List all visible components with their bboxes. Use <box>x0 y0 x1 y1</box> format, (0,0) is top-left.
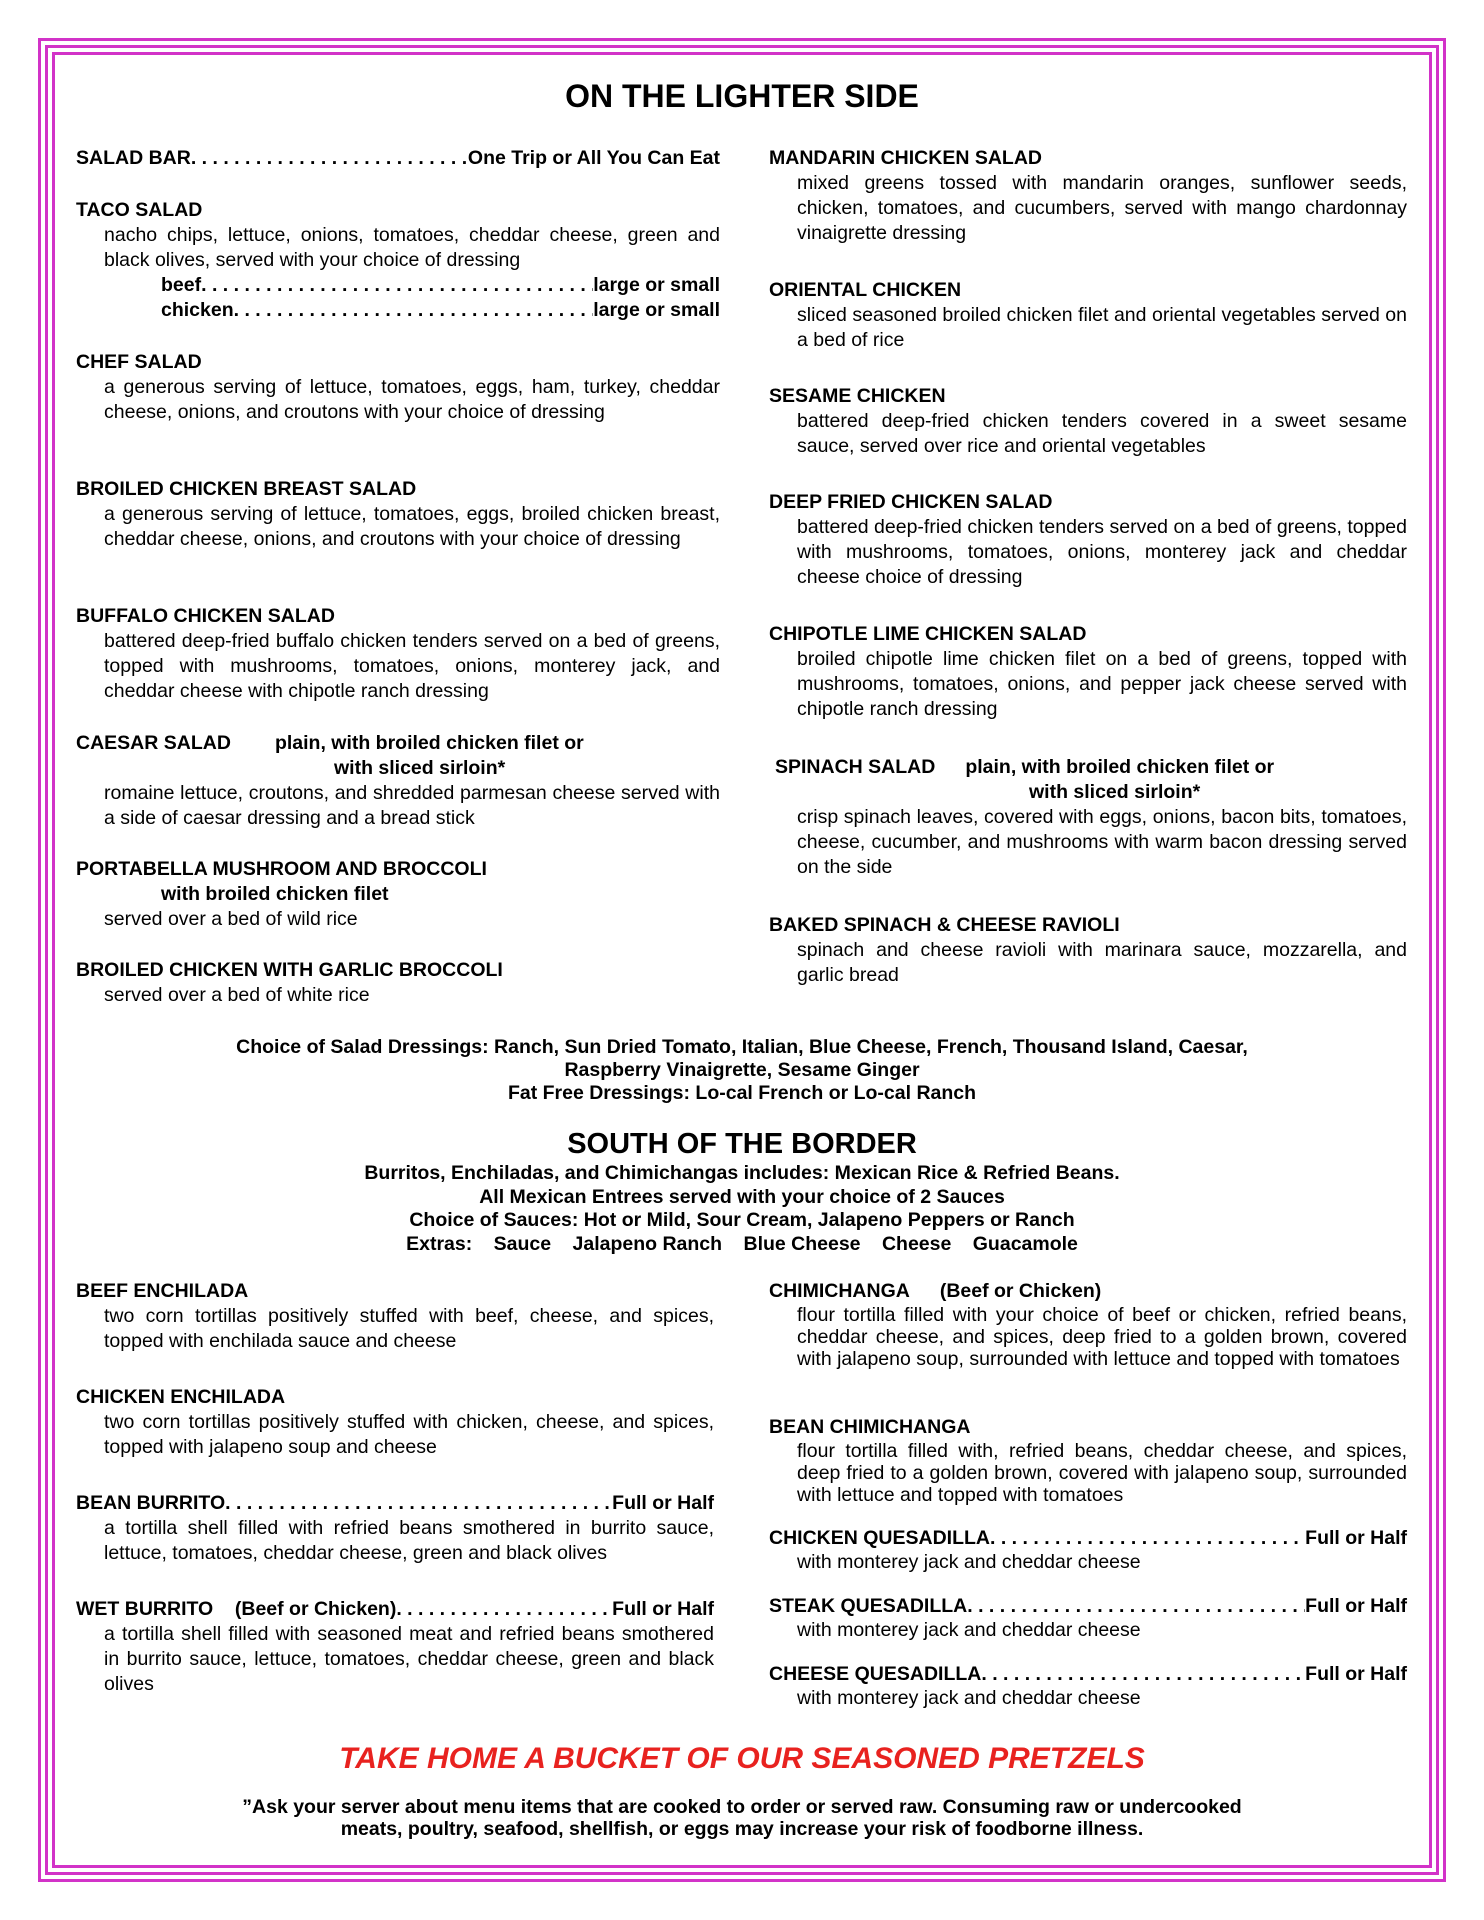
item-options: plain, with broiled chicken filet or <box>274 732 584 754</box>
border-left-column <box>76 1279 714 1699</box>
menu-item-spinach-salad <box>769 755 1407 880</box>
extra-item: Guacamole <box>972 1232 1078 1255</box>
border-intro-line-2: All Mexican Entrees served with your choice of 2 Sauces <box>479 1185 1005 1208</box>
menu-item-wet-burrito <box>76 1597 714 1697</box>
item-name: CHICKEN QUESADILLA <box>769 1527 991 1549</box>
section-title-south-of-border: SOUTH OF THE BORDER <box>567 1128 917 1160</box>
item-price: Full or Half <box>1305 1663 1407 1685</box>
item-name: PORTABELLA MUSHROOM AND BROCCOLI <box>76 858 487 880</box>
item-name: BEAN BURRITO <box>76 1492 226 1514</box>
menu-item-garlic-broccoli <box>76 958 720 1008</box>
item-name: TACO SALAD <box>76 199 203 221</box>
item-description: a generous serving of lettuce, tomatoes, eggs, ham, turkey, cheddar cheese, onions, and croutons with your choice of dressing <box>104 376 720 423</box>
item-description: with monterey jack and cheddar cheese <box>797 1619 1141 1641</box>
item-description: served over a bed of white rice <box>104 984 370 1006</box>
item-name: DEEP FRIED CHICKEN SALAD <box>769 491 1053 513</box>
item-name: STEAK QUESADILLA <box>769 1595 968 1617</box>
option-price: large or small <box>593 274 720 296</box>
menu-item-baked-ravioli <box>769 913 1407 988</box>
extra-item: Cheese <box>881 1232 952 1255</box>
item-options: plain, with broiled chicken filet or <box>965 756 1275 778</box>
item-name: SALAD BAR <box>76 147 191 169</box>
menu-item-broiled-chicken-breast-salad <box>76 477 720 552</box>
border-right-column <box>769 1279 1407 1709</box>
extras-line <box>0 1233 1484 1257</box>
item-description: battered deep-fried chicken tenders covered in a sweet sesame sauce, served over rice and oriental vegetables <box>797 410 1407 457</box>
menu-item-beef-enchilada <box>76 1279 714 1354</box>
item-name: BUFFALO CHICKEN SALAD <box>76 605 335 627</box>
extra-item: Blue Cheese <box>743 1232 861 1255</box>
item-price: Full or Half <box>1305 1527 1407 1549</box>
item-price: Full or Half <box>1305 1595 1407 1617</box>
menu-item-mandarin-chicken-salad <box>769 146 1407 246</box>
menu-item-buffalo-chicken-salad <box>76 604 720 704</box>
item-name: BROILED CHICKEN WITH GARLIC BROCCOLI <box>76 959 503 981</box>
menu-item-portabella <box>76 857 720 932</box>
item-price: Full or Half <box>612 1492 714 1514</box>
item-description: battered deep-fried chicken tenders served on a bed of greens, topped with mushrooms, tomatoes, onions, monterey jack and cheddar cheese choice of dressing <box>797 516 1407 588</box>
menu-item-caesar-salad <box>76 731 720 831</box>
border-intro <box>0 1162 1484 1256</box>
item-name: CHEESE QUESADILLA <box>769 1663 982 1685</box>
extra-item: Jalapeno Ranch <box>572 1232 723 1255</box>
item-name: MANDARIN CHICKEN SALAD <box>769 147 1042 169</box>
menu-item-chicken-enchilada <box>76 1385 714 1460</box>
menu-item-taco-salad <box>76 198 720 323</box>
item-description: two corn tortillas positively stuffed with chicken, cheese, and spices, topped with jalapeno soup and cheese <box>104 1411 714 1458</box>
item-name: WET BURRITO (Beef or Chicken) <box>76 1598 397 1620</box>
item-name: SESAME CHICKEN <box>769 385 946 407</box>
item-description: a generous serving of lettuce, tomatoes, eggs, broiled chicken breast, cheddar cheese, onions, and croutons with your choice of dressing <box>104 503 720 550</box>
food-safety-notice <box>0 1796 1484 1840</box>
item-description: with monterey jack and cheddar cheese <box>797 1687 1141 1709</box>
option-name: beef <box>161 274 202 296</box>
item-description: mixed greens tossed with mandarin oranges, sunflower seeds, chicken, tomatoes, and cucumbers, served with mango chardonnay vinaigrette dressing <box>797 172 1407 244</box>
dressings-line-2: Raspberry Vinaigrette, Sesame Ginger <box>564 1059 920 1081</box>
notice-line-2: meats, poultry, seafood, shellfish, or eggs may increase your risk of foodborne illness. <box>340 1818 1144 1840</box>
menu-item-chimichanga <box>769 1279 1407 1370</box>
item-price: One Trip or All You Can Eat <box>467 147 720 169</box>
border-intro-line-3: Choice of Sauces: Hot or Mild, Sour Cream, Jalapeno Peppers or Ranch <box>409 1209 1075 1231</box>
menu-item-deep-fried-chicken-salad <box>769 490 1407 590</box>
item-description: crisp spinach leaves, covered with eggs, onions, bacon bits, tomatoes, cheese, cucumber, and mushrooms with warm bacon dressing served on the side <box>797 806 1407 878</box>
item-name: BEEF ENCHILADA <box>76 1280 249 1302</box>
item-description: with monterey jack and cheddar cheese <box>797 1551 1141 1573</box>
item-description: flour tortilla filled with, refried beans, cheddar cheese, and spices, deep fried to a golden brown, covered with jalapeno soup, surrounded with lettuce and topped with tomatoes <box>797 1440 1407 1506</box>
item-description: sliced seasoned broiled chicken filet and oriental vegetables served on a bed of rice <box>797 304 1407 351</box>
item-description: spinach and cheese ravioli with marinara sauce, mozzarella, and garlic bread <box>797 939 1407 986</box>
menu-item-bean-chimichanga <box>769 1415 1407 1506</box>
item-name: CHICKEN ENCHILADA <box>76 1386 286 1408</box>
item-description: two corn tortillas positively stuffed with beef, cheese, and spices, topped with enchilada sauce and cheese <box>104 1305 714 1352</box>
item-description: battered deep-fried buffalo chicken tenders served on a bed of greens, topped with mushrooms, tomatoes, onions, monterey jack, and cheddar cheese with chipotle ranch dressing <box>104 630 720 702</box>
dressings-line-3: Fat Free Dressings: Lo-cal French or Lo-cal Ranch <box>507 1082 977 1104</box>
item-options-2: with sliced sirloin* <box>334 757 506 779</box>
item-name: BAKED SPINACH & CHEESE RAVIOLI <box>769 914 1120 936</box>
item-price: Full or Half <box>612 1598 714 1620</box>
menu-item-sesame-chicken <box>769 384 1407 459</box>
item-description: broiled chipotle lime chicken filet on a bed of greens, topped with mushrooms, tomatoes, onions, and pepper jack cheese served with chipotle ranch dressing <box>797 648 1407 720</box>
menu-item-cheese-quesadilla <box>769 1662 1407 1709</box>
item-name: BROILED CHICKEN BREAST SALAD <box>76 478 417 500</box>
extras-label: Extras: <box>406 1232 473 1255</box>
menu-item-bean-burrito <box>76 1491 714 1566</box>
salad-dressings-note <box>0 1036 1484 1105</box>
section-title-lighter-side: ON THE LIGHTER SIDE <box>565 78 919 114</box>
item-name: CHEF SALAD <box>76 351 202 373</box>
item-description: a tortilla shell filled with seasoned meat and refried beans smothered in burrito sauce, lettuce, tomatoes, cheddar cheese, green and black olives <box>104 1623 714 1695</box>
item-name: ORIENTAL CHICKEN <box>769 279 962 301</box>
item-name: CHIPOTLE LIME CHICKEN SALAD <box>769 623 1087 645</box>
lighter-left-column <box>76 146 720 1016</box>
menu-item-oriental-chicken <box>769 278 1407 353</box>
item-name: CHIMICHANGA <box>769 1280 910 1302</box>
menu-item-chipotle-lime-chicken-salad <box>769 622 1407 722</box>
notice-line-1: ”Ask your server about menu items that are cooked to order or served raw. Consuming raw or undercooked <box>242 1796 1242 1818</box>
menu-item-chef-salad <box>76 350 720 425</box>
item-description: served over a bed of wild rice <box>104 908 358 930</box>
border-intro-line-1: Burritos, Enchiladas, and Chimichangas includes: Mexican Rice & Refried Beans. <box>364 1162 1120 1184</box>
item-name: CAESAR SALAD <box>76 732 231 754</box>
item-description: nacho chips, lettuce, onions, tomatoes, cheddar cheese, green and black olives, served with your choice of dressing <box>104 224 720 271</box>
option-price: large or small <box>593 299 720 321</box>
menu-item-salad-bar <box>76 146 720 171</box>
item-options: (Beef or Chicken) <box>939 1280 1102 1302</box>
item-options-2: with sliced sirloin* <box>1029 781 1201 803</box>
item-name: BEAN CHIMICHANGA <box>769 1416 971 1438</box>
item-options: with broiled chicken filet <box>161 883 389 905</box>
pretzel-promo: TAKE HOME A BUCKET OF OUR SEASONED PRETZELS <box>339 1742 1145 1775</box>
lighter-right-column <box>769 146 1407 1016</box>
item-description: flour tortilla filled with your choice of beef or chicken, refried beans, cheddar cheese, and spices, deep fried to a golden brown, covered with jalapeno soup, surrounded with lettuce and topped with tomatoes <box>797 1304 1407 1370</box>
extra-item: Sauce <box>493 1232 552 1255</box>
option-name: chicken <box>161 299 234 321</box>
menu-item-steak-quesadilla <box>769 1594 1407 1641</box>
item-description: a tortilla shell filled with refried beans smothered in burrito sauce, lettuce, tomatoes, cheddar cheese, green and black olives <box>104 1517 714 1564</box>
item-name: SPINACH SALAD <box>775 756 936 778</box>
menu-item-chicken-quesadilla <box>769 1526 1407 1573</box>
item-description: romaine lettuce, croutons, and shredded parmesan cheese served with a side of caesar dressing and a bread stick <box>104 782 720 829</box>
dressings-line-1: Choice of Salad Dressings: Ranch, Sun Dried Tomato, Italian, Blue Cheese, French, Thousand Island, Caesar, <box>236 1036 1248 1058</box>
